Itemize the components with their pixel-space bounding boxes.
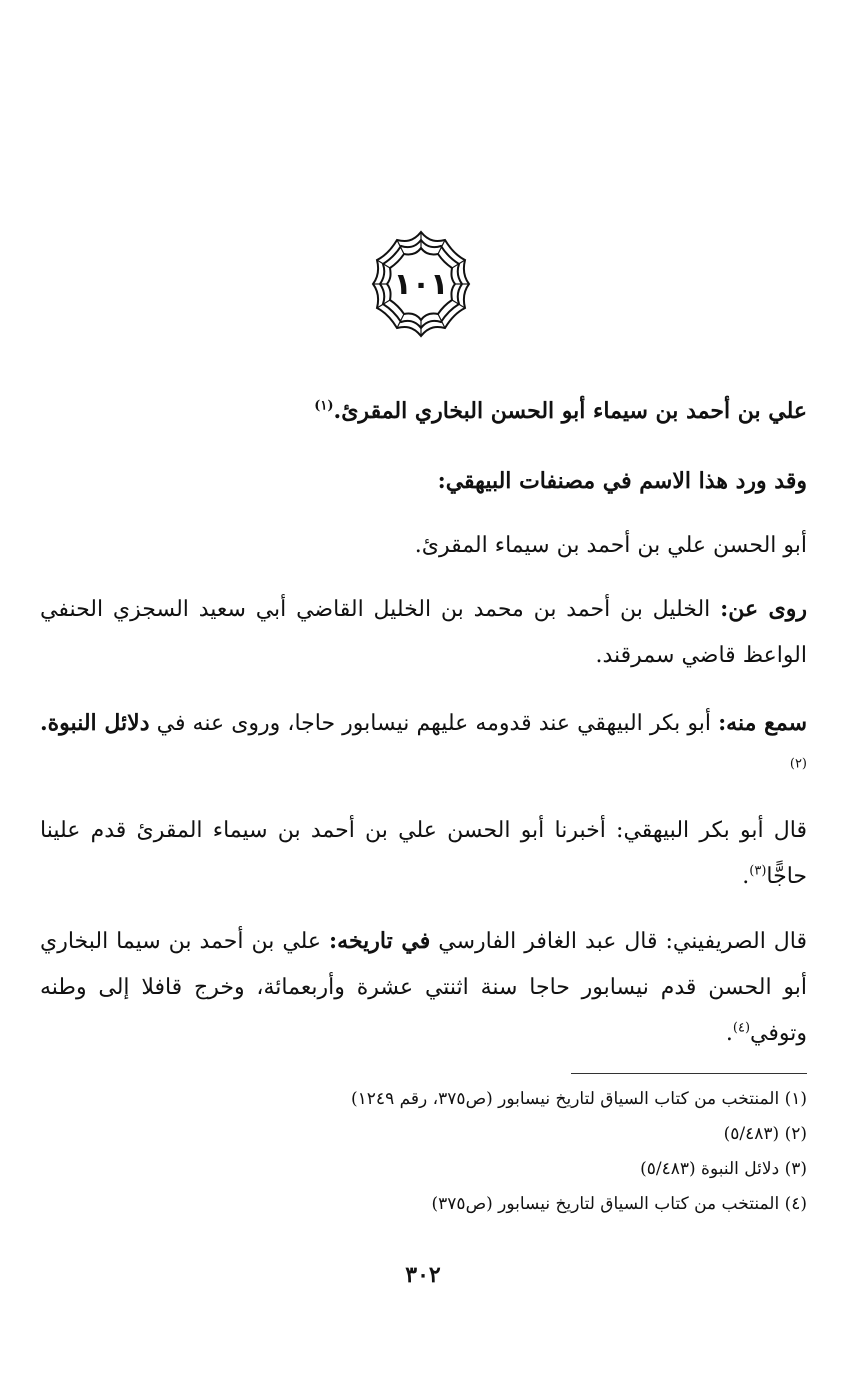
heard-from-book: دلائل النبوة. [40,710,150,736]
sarifini-quote-start: قال الصريفيني: قال عبد الغافر الفارسي [438,929,807,954]
entry-title-text: علي بن أحمد بن سيماء أبو الحسن البخاري المقرئ. [333,398,807,424]
footnote-divider [571,1073,807,1074]
heard-from-text: أبو بكر البيهقي عند قدومه عليهم نيسابور حاجا، وروى عنه في [156,711,711,736]
entry-number: ١٠١ [393,266,449,302]
name-variant-label: وقد ورد هذا الاسم في مصنفات البيهقي: [437,468,807,494]
sarifini-quote-bold: في تاريخه: [329,928,431,954]
name-variant [40,523,807,569]
sarifini-quote-end: . [725,1021,733,1046]
footnote-1: (١) المنتخب من كتاب السياق لتاريخ نيسابور (ص٣٧٥، رقم ١٢٤٩) [351,1089,807,1109]
narrated-from-label: روى عن: [720,596,808,622]
name-variant-heading [40,458,807,504]
footnote-ref-1: (١) [314,398,334,414]
sarifini-quote-paragraph [40,918,807,1057]
bayhaqi-quote-end: . [742,864,750,889]
footnote-ref-2: (٢) [789,756,807,772]
bayhaqi-quote-text-block [40,808,807,900]
footnote-4: (٤) المنتخب من كتاب السياق لتاريخ نيسابور (ص٣٧٥) [431,1194,807,1214]
footnote-3: (٣) دلائل النبوة (٥/٤٨٣) [640,1159,807,1179]
footnotes [40,1082,807,1222]
footnote-ref-4: (٤) [732,1020,751,1036]
sarifini-quote-end-text: علي بن أحمد بن سيما البخاري أبو الحسن قدم نيسابور حاجا سنة اثنتي عشرة وأربعمائة، وخرج قافلا إلى وطنه وتوفي [40,929,807,1046]
footnote-ref-3: (٣) [749,863,767,879]
heard-from-label: سمع منه: [718,710,808,736]
narrated-from-text-block [40,586,807,679]
name-variant-text: أبو الحسن علي بن أحمد بن سيماء المقرئ. [414,533,807,558]
bayhaqi-quote-text: قال أبو بكر البيهقي: أخبرنا أبو الحسن علي بن أحمد بن سيماء المقرئ قدم علينا حاجًّا [40,818,807,889]
heard-from-paragraph [40,700,807,793]
bayhaqi-quote-paragraph [40,808,807,900]
heard-from-text-block [40,700,807,793]
sarifini-quote-text-block [40,918,807,1057]
narrated-from-paragraph [40,586,807,679]
entry-title-line [40,388,807,434]
footnote-2: (٢) (٥/٤٨٣) [723,1124,807,1144]
narrated-from-text: الخليل بن أحمد بن محمد بن الخليل القاضي أبي سعيد السجزي الحنفي الواعظ قاضي سمرقند. [40,597,807,668]
entry-title [40,388,807,434]
page-number: ٣٠٢ [405,1262,441,1288]
